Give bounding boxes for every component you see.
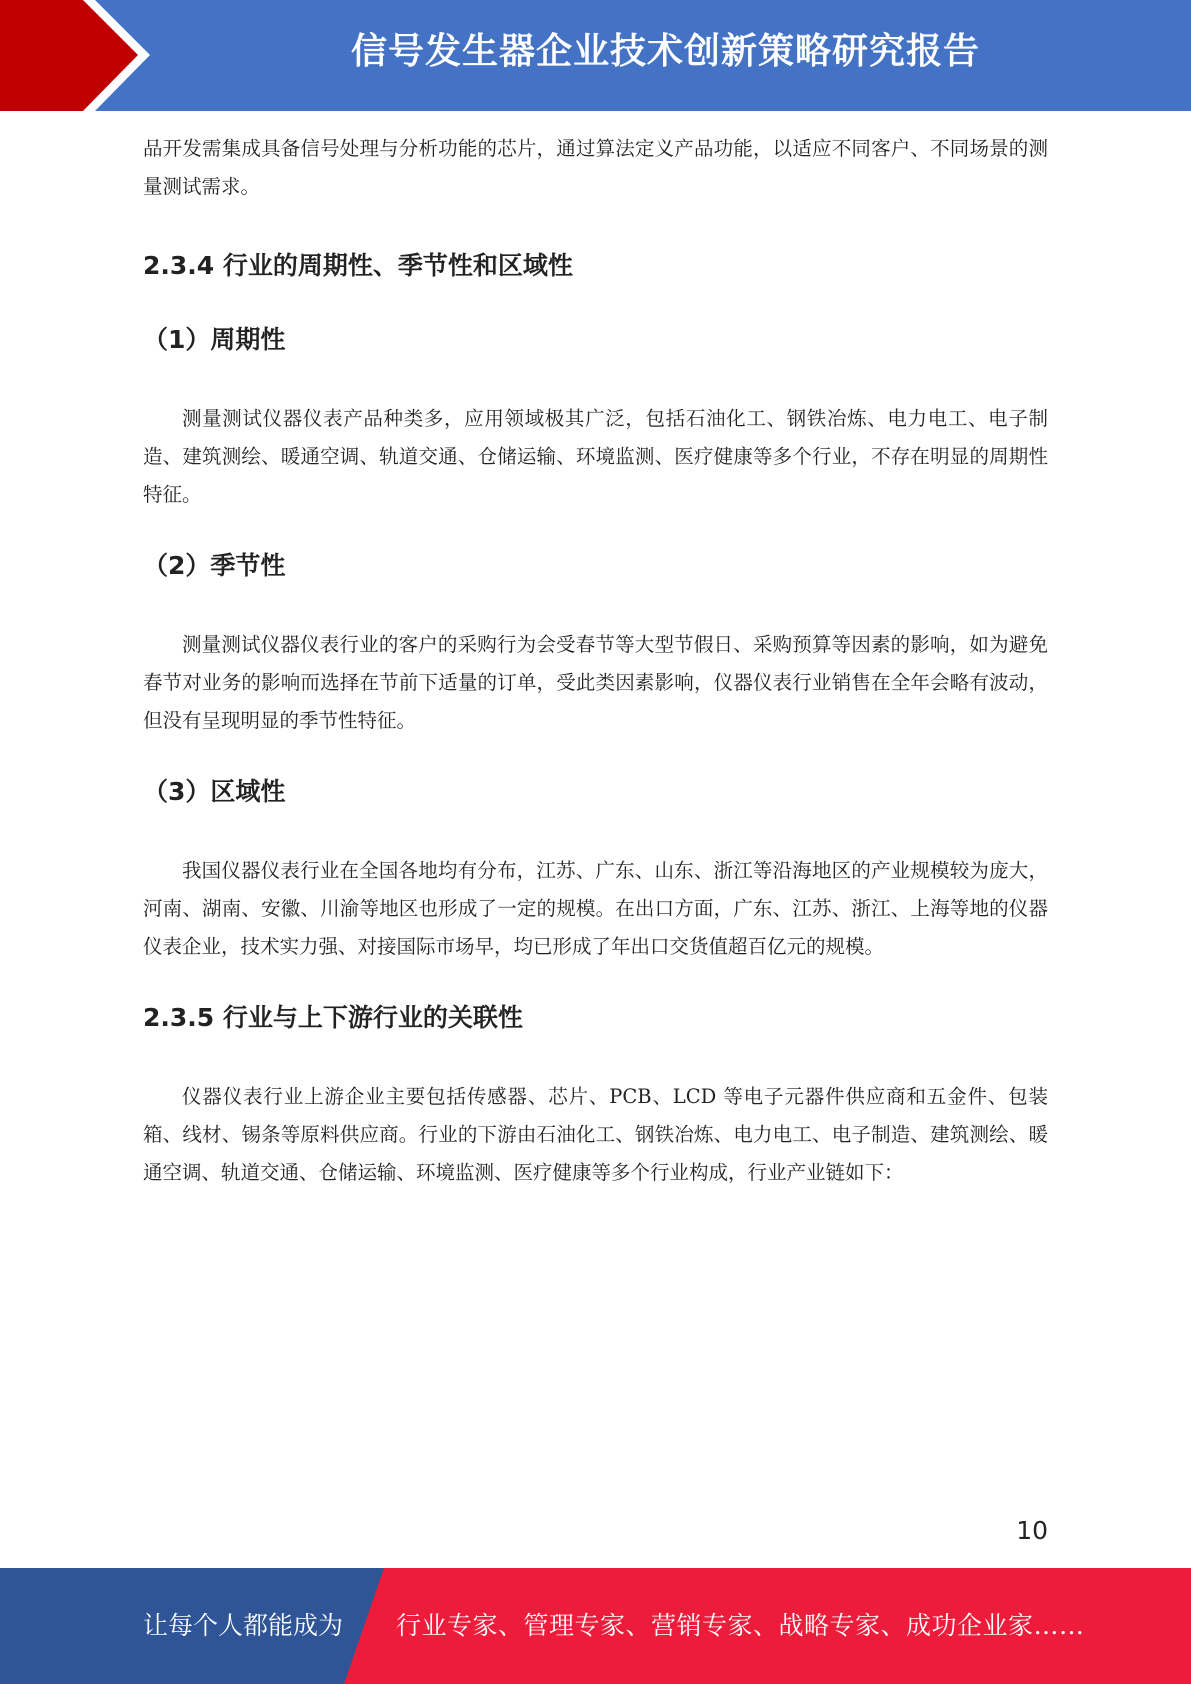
page-footer xyxy=(0,1568,1191,1684)
footer-slogan-left: 让每个人都能成为 xyxy=(143,1611,344,1640)
page-content xyxy=(143,130,1048,1192)
page-header xyxy=(0,0,1191,111)
subheading-seasonal: （2）季节性 xyxy=(143,551,286,580)
paragraph-regional: 我国仪器仪表行业在全国各地均有分布，江苏、广东、山东、浙江等沿海地区的产业规模较为庞大，河南、湖南、安徽、川渝等地区也形成了一定的规模。在出口方面，广东、江苏、浙江、上海等地的仪器仪表企业，技术实力强、对接国际市场早，均已形成了年出口交货值超百亿元的规模。 xyxy=(143,859,1048,958)
page-number: 10 xyxy=(1016,1516,1048,1545)
subheading-regional: （3）区域性 xyxy=(143,777,286,806)
paragraph-cyclical: 测量测试仪器仪表产品种类多，应用领域极其广泛，包括石油化工、钢铁冶炼、电力电工、电子制造、建筑测绘、暖通空调、轨道交通、仓储运输、环境监测、医疗健康等多个行业，不存在明显的周期性特征。 xyxy=(143,407,1048,506)
subheading-cyclical: （1）周期性 xyxy=(143,325,286,354)
section-heading-2-3-5: 2.3.5 行业与上下游行业的关联性 xyxy=(143,1003,523,1032)
footer-slogan-right: 行业专家、管理专家、营销专家、战略专家、成功企业家…… xyxy=(396,1611,1085,1640)
section-heading-2-3-4: 2.3.4 行业的周期性、季节性和区域性 xyxy=(143,251,573,280)
paragraph-seasonal: 测量测试仪器仪表行业的客户的采购行为会受春节等大型节假日、采购预算等因素的影响，如为避免春节对业务的影响而选择在节前下适量的订单，受此类因素影响，仪器仪表行业销售在全年会略有波动，但没有呈现明显的季节性特征。 xyxy=(143,633,1048,732)
paragraph-upstream-downstream: 仪器仪表行业上游企业主要包括传感器、芯片、PCB、LCD 等电子元器件供应商和五金件、包装箱、线材、锡条等原料供应商。行业的下游由石油化工、钢铁冶炼、电力电工、电子制造、建筑测绘、暖通空调、轨道交通、仓储运输、环境监测、医疗健康等多个行业构成，行业产业链如下： xyxy=(143,1085,1048,1184)
intro-paragraph: 品开发需集成具备信号处理与分析功能的芯片，通过算法定义产品功能，以适应不同客户、不同场景的测量测试需求。 xyxy=(143,137,1048,198)
report-title: 信号发生器企业技术创新策略研究报告 xyxy=(350,31,980,72)
